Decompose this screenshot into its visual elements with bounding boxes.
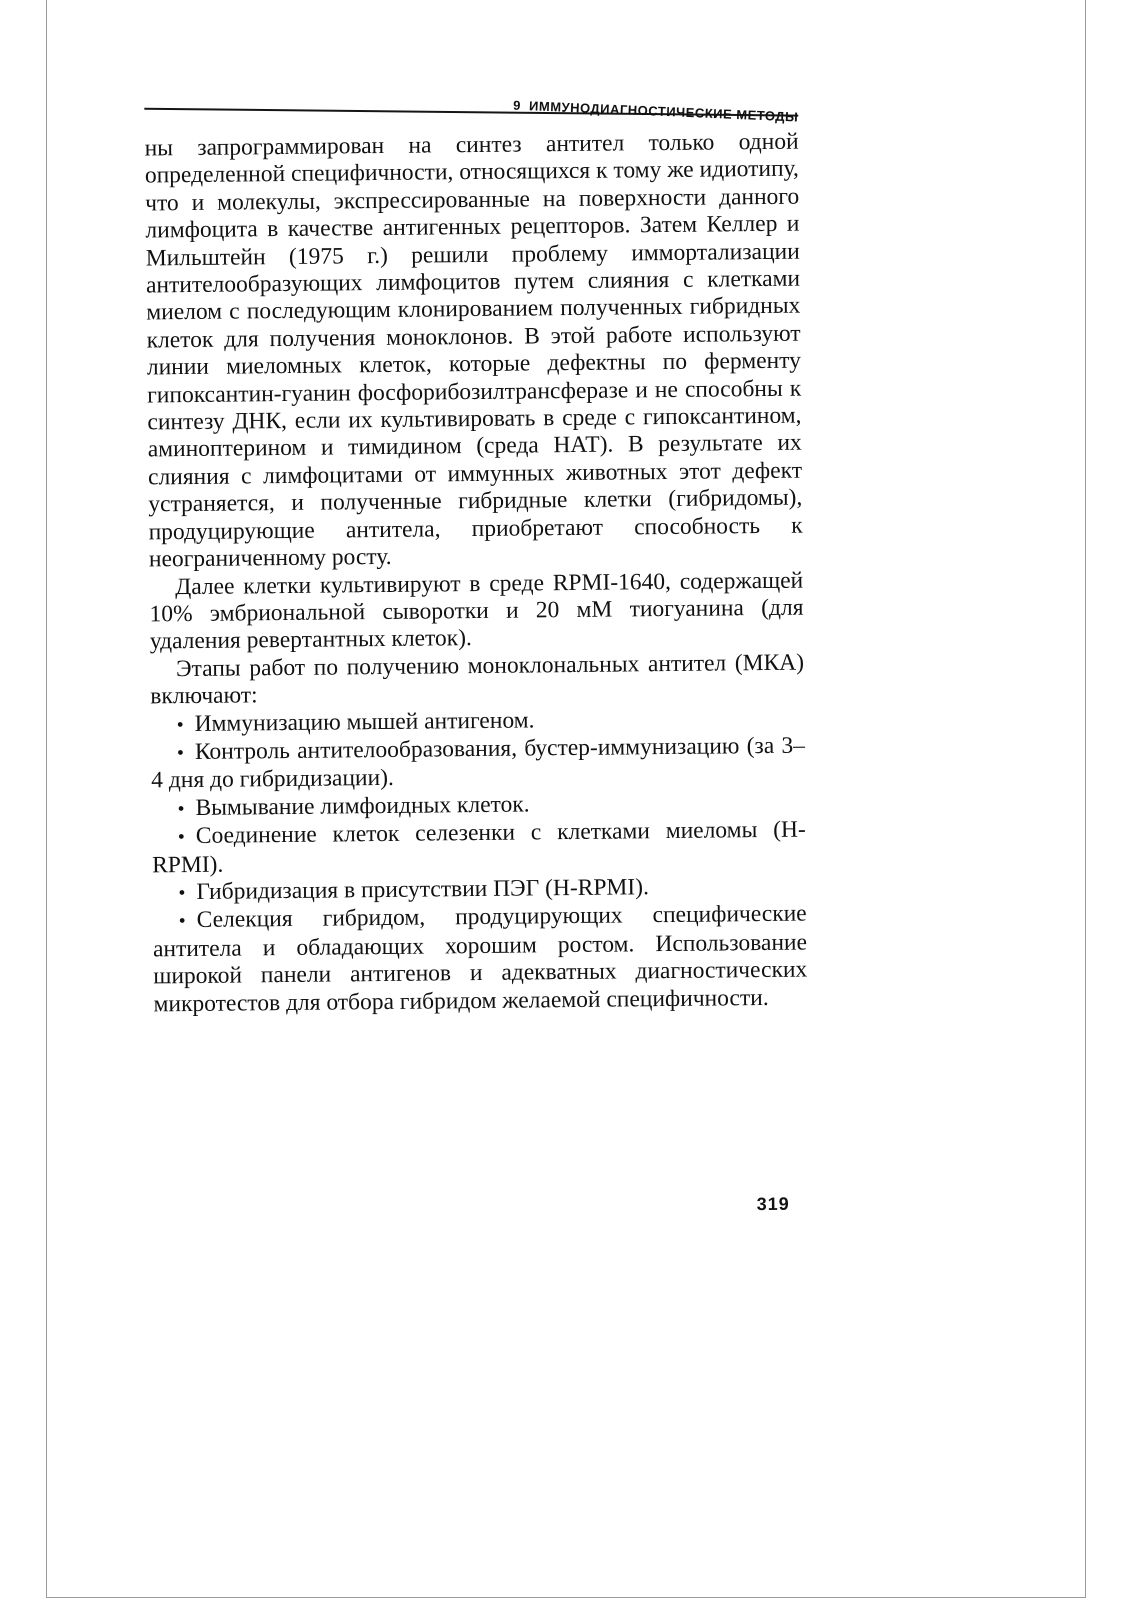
- list-item: • Иммунизацию мышей антигеном.: [151, 704, 805, 739]
- paragraph-culture: Далее клетки культивируют в среде RPMI-1640, содержащей 10% эмбриональной сыворотки и 20 мМ тиогуанина (для удаления ревертантных клеток).: [149, 567, 804, 655]
- page-number: 319: [756, 1193, 790, 1215]
- running-head-title: 9 ИММУНОДИАГНОСТИЧЕСКИЕ МЕТОДЫ: [512, 97, 799, 125]
- stages-list: [151, 704, 808, 1018]
- list-item: • Селекция гибридом, продуцирующих специфические антитела и обладающих хорошим ростом. Использование широкой панели антигенов и адекватных диагностических микротестов для отбора гибридом желаемой специфичности.: [153, 901, 808, 1018]
- list-item: • Вымывание лимфоидных клеток.: [151, 788, 805, 823]
- list-item: • Соединение клеток селезенки с клетками миеломы (Н-RPMI).: [152, 817, 807, 880]
- list-item: • Контроль антителообразования, бустер-иммунизацию (за 3–4 дня до гибридизации).: [151, 733, 806, 796]
- paragraph-continuation: ны запрограммирован на синтез антител только одной определенной специфичности, относящихся к тому же идиотипу, что и молекулы, экспрессированные на поверхности данного лимфоцита в качестве антигенных рецепторов. Затем Келлер и Мильштейн (1975 г.) решили проблему иммортализации антителообразующих лимфоцитов путем слияния с клетками миелом с последующим клонированием полученных гибридных клеток для получения моноклонов. В этой работе используют линии миеломных клеток, которые дефектны по ферменту гипоксантин-гуанин фосфорибозилтрансферазе и не способны к синтезу ДНК, если их культивировать в среде с гипоксантином, аминоптерином и тимидином (среда НАТ). В результате их слияния с лимфоцитами от иммунных животных этот дефект устраняется, и полученные гибридные клетки (гибридомы), продуцирующие антитела, приобретают способность к неограниченному росту.: [144, 128, 803, 573]
- list-item: • Гибридизация в присутствии ПЭГ (Н-RPMI).: [152, 873, 806, 908]
- body-text: [144, 129, 807, 1019]
- running-head: [144, 93, 798, 136]
- book-page: [144, 93, 810, 1230]
- paragraph-stages-intro: Этапы работ по получению моноклональных антител (МКА) включают:: [150, 649, 805, 710]
